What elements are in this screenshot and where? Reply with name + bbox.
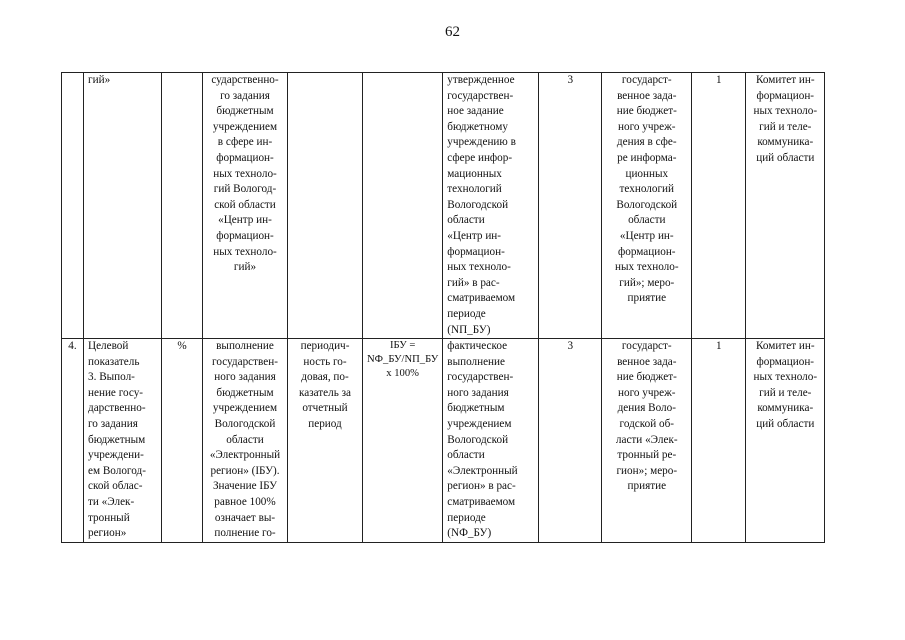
indicators-table xyxy=(61,72,825,543)
source-description-cell: государст- венное зада- ние бюджет- ного учреж- дения Воло- годской об- ласти «Элек- тронный ре- гион»; меро- приятие xyxy=(602,339,692,543)
collection-method-cell: 1 xyxy=(692,73,746,339)
indicator-name-cell: Целевой показатель 3. Выпол- нение госу- дарственно- го задания бюджетным учреждени- ем Вологод- ской облас- ти «Элек- тронный регион» xyxy=(84,339,162,543)
source-description-cell: государст- венное зада- ние бюджет- ного учреж- дения в сфе- ре информа- ционных технологий Вологодской области «Центр ин- формацион- ных техноло- гий»; меро- приятие xyxy=(602,73,692,339)
definition-cell: выполнение государствен- ного задания бюджетным учреждением Вологодской области «Электронный регион» (IБУ). Значение IБУ равное 100% означает вы- полнение го- xyxy=(203,339,288,543)
period-cell: периодич- ность го- довая, по- казатель за отчетный период xyxy=(288,339,363,543)
period-cell xyxy=(288,73,363,339)
page-number: 62 xyxy=(445,24,460,40)
unit-cell: % xyxy=(162,339,203,543)
table-row xyxy=(62,73,825,339)
definition-cell: сударственно- го задания бюджетным учреждением в сфере ин- формацион- ных техноло- гий Вологод- ской области «Центр ин- формацион- ных техноло- гий» xyxy=(203,73,288,339)
indicator-name-cell: гий» xyxy=(84,73,162,339)
row-number-cell: 4. xyxy=(62,339,84,543)
weight-cell: 3 xyxy=(539,73,602,339)
row-number-cell xyxy=(62,73,84,339)
base-indicator-cell: утвержденное государствен- ное задание бюджетному учреждению в сфере инфор- мационных технологий Вологодской области «Центр ин- формацион- ных техноло- гий» в рас- сматриваемом периоде (NП_БУ) xyxy=(443,73,539,339)
base-indicator-cell: фактическое выполнение государствен- ного задания бюджетным учреждением Вологодской области «Электронный регион» в рас- сматриваемом периоде (NФ_БУ) xyxy=(443,339,539,543)
responsible-cell: Комитет ин- формацион- ных техноло- гий и теле- коммуника- ций области xyxy=(746,73,825,339)
table-row xyxy=(62,339,825,543)
collection-method-cell: 1 xyxy=(692,339,746,543)
formula-cell: IБУ = NФ_БУ/NП_БУ х 100% xyxy=(363,339,443,543)
unit-cell xyxy=(162,73,203,339)
weight-cell: 3 xyxy=(539,339,602,543)
responsible-cell: Комитет ин- формацион- ных техноло- гий и теле- коммуника- ций области xyxy=(746,339,825,543)
formula-cell xyxy=(363,73,443,339)
